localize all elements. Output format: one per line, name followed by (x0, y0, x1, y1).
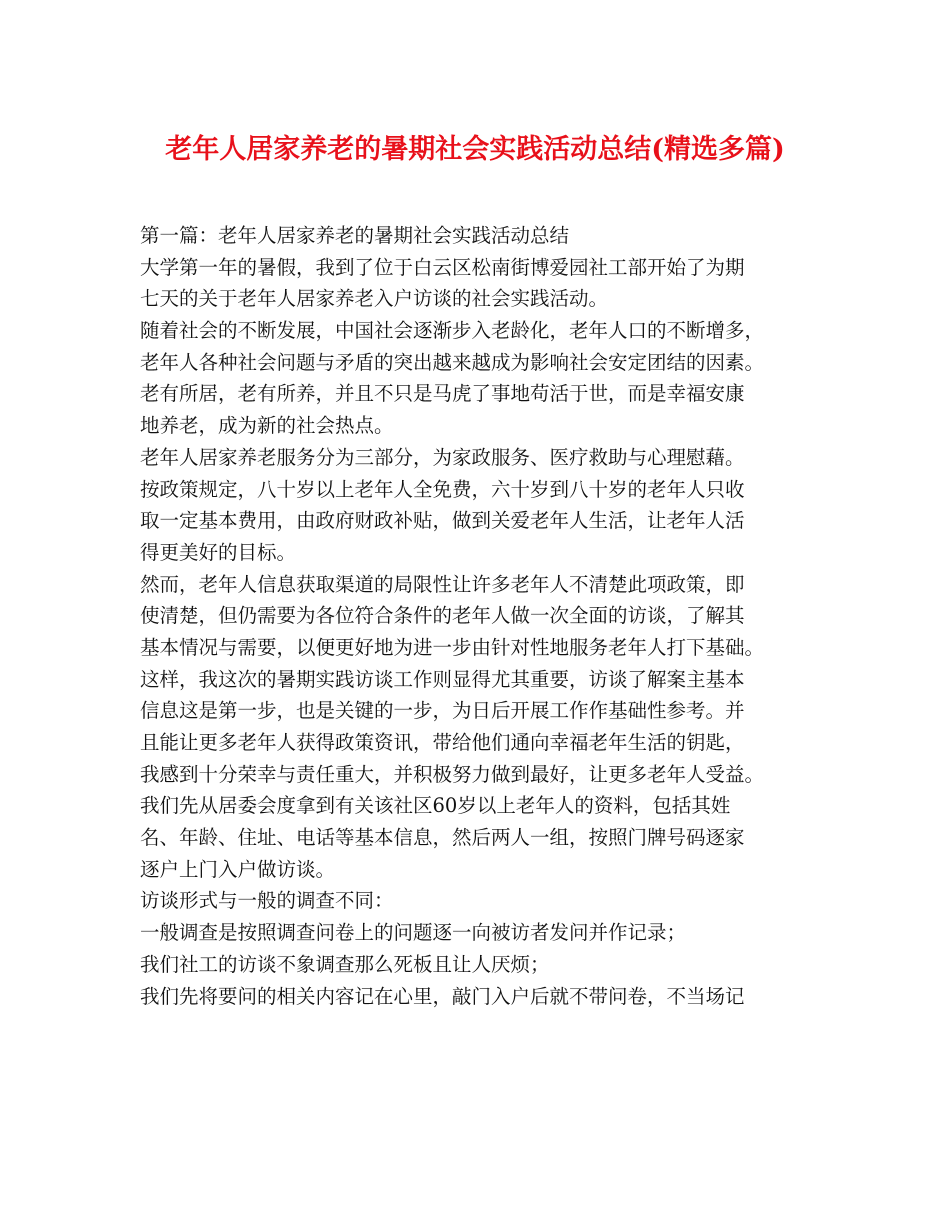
paragraph-line: 基本情况与需要，以便更好地为进一步由针对性地服务老年人打下基础。 (140, 635, 765, 659)
paragraph-line: 逐户上门入户做访谈。 (140, 857, 336, 881)
paragraph-line: 七天的关于老年人居家养老入户访谈的社会实践活动。 (140, 287, 609, 311)
paragraph-line: 使清楚，但仍需要为各位符合条件的老年人做一次全面的访谈，了解其 (140, 604, 745, 628)
paragraph-line: 地养老，成为新的社会热点。 (140, 414, 394, 438)
paragraph-line: 访谈形式与一般的调查不同： (140, 889, 394, 913)
paragraph-line: 随着社会的不断发展，中国社会逐渐步入老龄化，老年人口的不断增多， (140, 319, 765, 343)
paragraph-line: 我们先将要问的相关内容记在心里，敲门入户后就不带问卷，不当场记 (140, 984, 745, 1008)
paragraph-line: 且能让更多老年人获得政策资讯，带给他们通向幸福老年生活的钥匙， (140, 731, 745, 754)
paragraph-line: 取一定基本费用，由政府财政补贴，做到关爱老年人生活，让老年人活 (140, 509, 745, 533)
document-title: 老年人居家养老的暑期社会实践活动总结(精选多篇) (165, 134, 785, 165)
paragraph-line: 第一篇：老年人居家养老的暑期社会实践活动总结 (140, 224, 570, 247)
paragraph-line: 我感到十分荣幸与责任重大，并积极努力做到最好，让更多老年人受益。 (140, 762, 765, 786)
paragraph-line: 我们先从居委会度拿到有关该社区60岁以上老年人的资料，包括其姓 (140, 794, 731, 818)
paragraph-line: 我们社工的访谈不象调查那么死板且让人厌烦； (140, 952, 550, 976)
paragraph-line: 一般调查是按照调查问卷上的问题逐一向被访者发问并作记录； (140, 921, 687, 945)
document-body (140, 220, 830, 1012)
paragraph-line: 这样，我这次的暑期实践访谈工作则显得尤其重要，访谈了解案主基本 (140, 667, 745, 691)
paragraph-line: 老年人各种社会问题与矛盾的突出越来越成为影响社会安定团结的因素。 (140, 350, 765, 374)
paragraph-line: 然而，老年人信息获取渠道的局限性让许多老年人不清楚此项政策，即 (140, 572, 745, 596)
paragraph-line: 信息这是第一步，也是关键的一步，为日后开展工作作基础性参考。并 (140, 699, 745, 723)
paragraph-line: 名、年龄、住址、电话等基本信息，然后两人一组，按照门牌号码逐家 (140, 826, 745, 850)
paragraph-line: 老年人居家养老服务分为三部分，为家政服务、医疗救助与心理慰藉。 (140, 445, 745, 469)
paragraph-line: 得更美好的目标。 (140, 540, 297, 564)
paragraph-line: 老有所居，老有所养，并且不只是马虎了事地苟活于世，而是幸福安康 (140, 382, 745, 406)
paragraph-line: 大学第一年的暑假，我到了位于白云区松南街博爱园社工部开始了为期 (140, 255, 745, 279)
paragraph-line: 按政策规定，八十岁以上老年人全免费，六十岁到八十岁的老年人只收 (140, 477, 745, 501)
